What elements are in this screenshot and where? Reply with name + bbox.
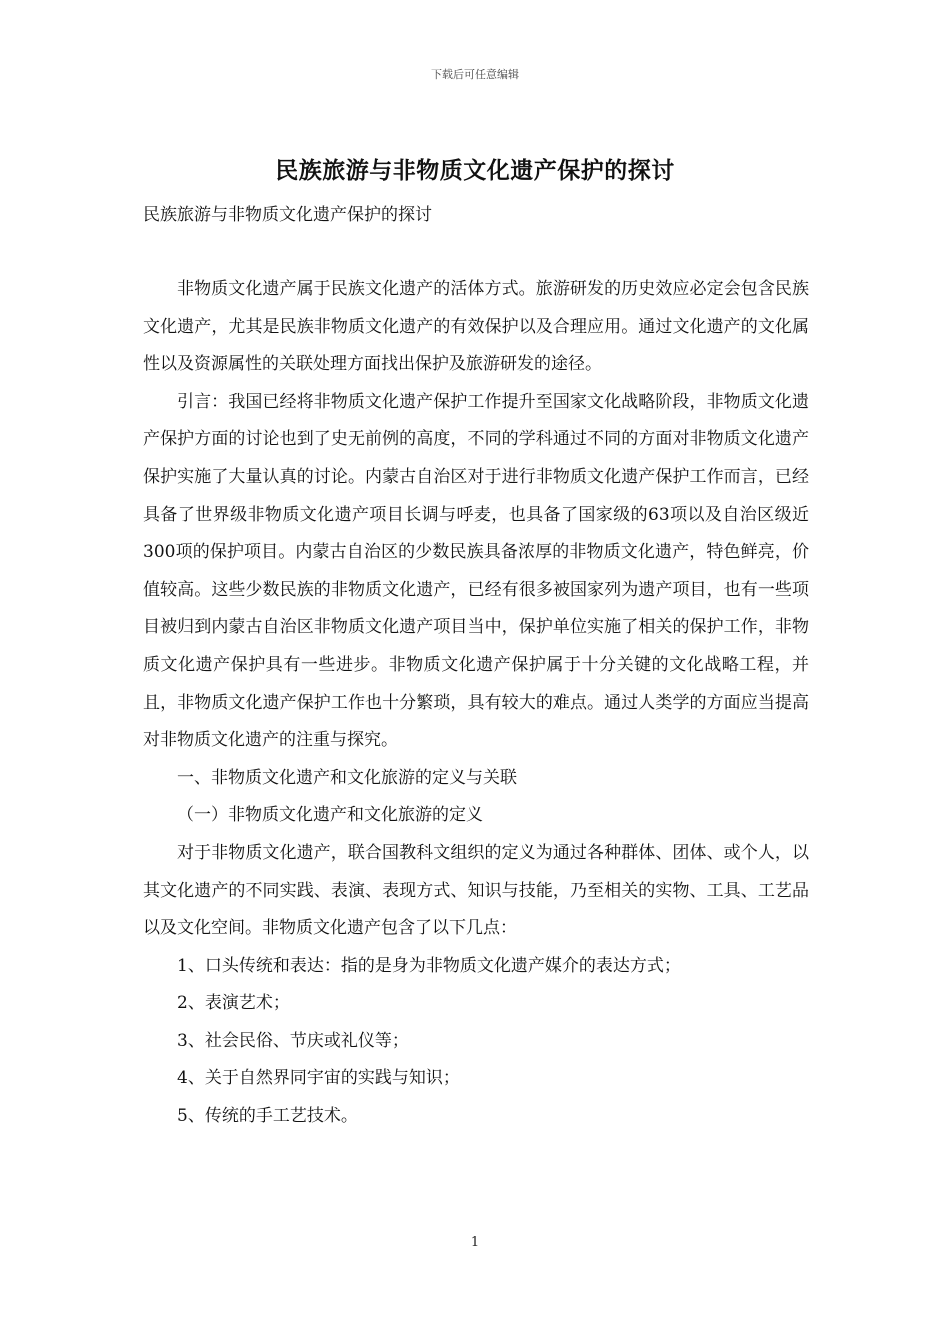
section-heading-1: 一、非物质文化遗产和文化旅游的定义与关联 [177, 767, 517, 788]
subsection-heading-1: （一）非物质文化遗产和文化旅游的定义 [177, 805, 483, 826]
paragraph-intro: 非物质文化遗产属于民族文化遗产的活体方式。旅游研发的历史效应必定会包含民族文化遗产，尤其是民族非物质文化遗产的有效保护以及合理应用。通过文化遗产的文化属性以及资源属性的关联处理方面找出保护及旅游研发的途径。 [143, 279, 809, 375]
paragraph-preface: 引言：我国已经将非物质文化遗产保护工作提升至国家文化战略阶段，非物质文化遗产保护方面的讨论也到了史无前例的高度，不同的学科通过不同的方面对非物质文化遗产保护实施了大量认真的讨论。内蒙古自治区对于进行非物质文化遗产保护工作而言，已经具备了世界级非物质文化遗产项目长调与呼麦，也具备了国家级的63项以及自治区级近300项的保护项目。内蒙古自治区的少数民族具备浓厚的非物质文化遗产，特色鲜亮，价值较高。这些少数民族的非物质文化遗产，已经有很多被国家列为遗产项目，也有一些项目被归到内蒙古自治区非物质文化遗产项目当中，保护单位实施了相关的保护工作，非物质文化遗产保护具有一些进步。非物质文化遗产保护属于十分关键的文化战略工程，并且，非物质文化遗产保护工作也十分繁琐，具有较大的难点。通过人类学的方面应当提高对非物质文化遗产的注重与探究。 [143, 391, 809, 751]
document-title: 民族旅游与非物质文化遗产保护的探讨 [275, 157, 675, 184]
list-item: 1、口头传统和表达：指的是身为非物质文化遗产媒介的表达方式； [177, 955, 681, 976]
page-number: 1 [470, 1235, 480, 1250]
document-body [143, 271, 809, 1136]
list-item: 4、关于自然界同宇宙的实践与知识； [177, 1068, 460, 1089]
list-item: 2、表演艺术； [177, 993, 290, 1014]
paragraph-definition: 对于非物质文化遗产，联合国教科文组织的定义为通过各种群体、团体、或个人，以其文化遗产的不同实践、表演、表现方式、知识与技能，乃至相关的实物、工具、工艺品以及文化空间。非物质文化遗产包含了以下几点： [143, 842, 809, 939]
header-note: 下载后可任意编辑 [431, 68, 519, 81]
list-item: 3、社会民俗、节庆或礼仪等； [177, 1030, 409, 1051]
document-subtitle: 民族旅游与非物质文化遗产保护的探讨 [143, 205, 432, 225]
list-item: 5、传统的手工艺技术。 [177, 1106, 358, 1127]
